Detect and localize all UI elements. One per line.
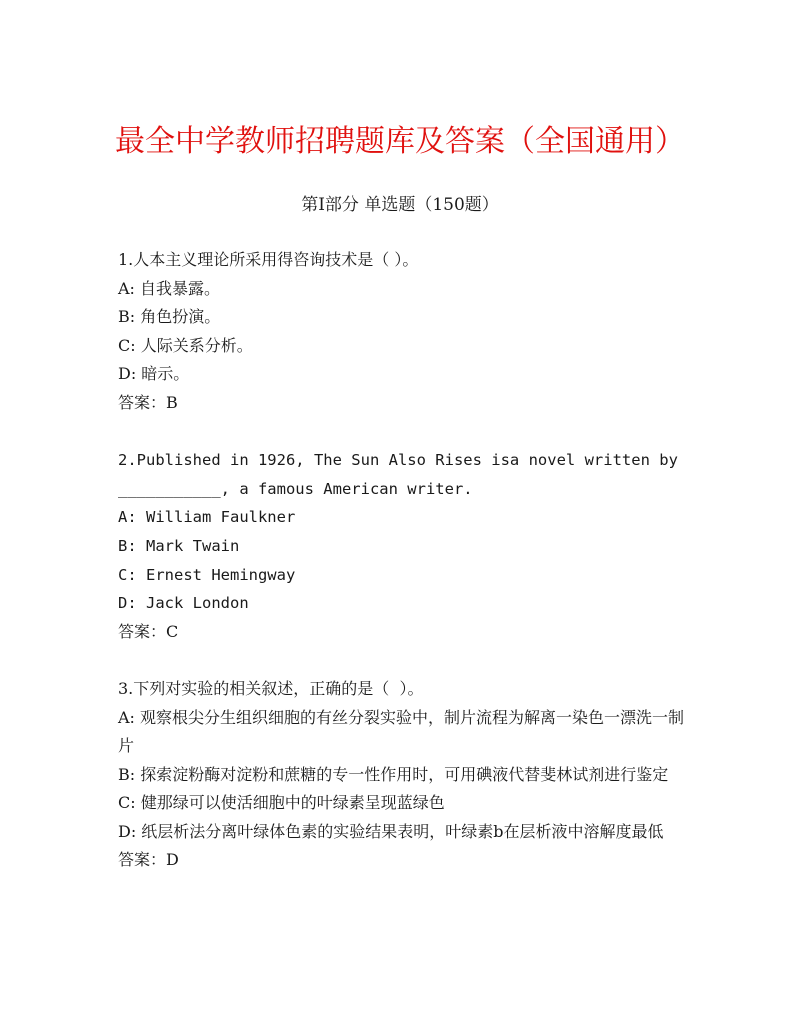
option-a: A: 自我暴露。 [118,278,221,298]
option-c: C: 健那绿可以使活细胞中的叶绿素呈现蓝绿色 [118,793,445,813]
question-stem-line-2: ___________, a famous American writer. [118,479,473,498]
option-b: B: 角色扮演。 [118,307,221,327]
answer: 答案：D [118,850,179,870]
question-1 [118,246,688,418]
answer: 答案：B [118,392,178,412]
option-b: B: Mark Twain [118,536,240,555]
answer: 答案：C [118,621,179,641]
question-list [118,246,688,875]
question-3 [118,675,688,875]
option-b: B: 探索淀粉酶对淀粉和蔗糖的专一性作用时，可用碘液代替斐林试剂进行鉴定 [118,764,669,784]
question-2 [118,446,688,646]
option-a: A: William Faulkner [118,508,296,527]
option-c: C: Ernest Hemingway [118,565,296,584]
document-title: 最全中学教师招聘题库及答案（全国通用） [115,124,685,159]
option-a: A: 观察根尖分生组织细胞的有丝分裂实验中，制片流程为解离一染色一漂洗一制片 [118,707,685,756]
question-stem-line-1: 2.Published in 1926, The Sun Also Rises isa novel written by [118,451,678,470]
option-d: D: 纸层析法分离叶绿体色素的实验结果表明，叶绿素b在层析液中溶解度最低 [118,821,664,841]
question-stem: 1.人本主义理论所采用得咨询技术是（ ）。 [118,250,419,269]
option-d: D: Jack London [118,594,249,613]
option-d: D: 暗示。 [118,364,190,384]
question-stem: 3.下列对实验的相关叙述，正确的是（ ）。 [118,678,424,698]
option-c: C: 人际关系分析。 [118,335,253,355]
section-heading: 第Ⅰ部分 单选题（150题） [301,195,499,215]
